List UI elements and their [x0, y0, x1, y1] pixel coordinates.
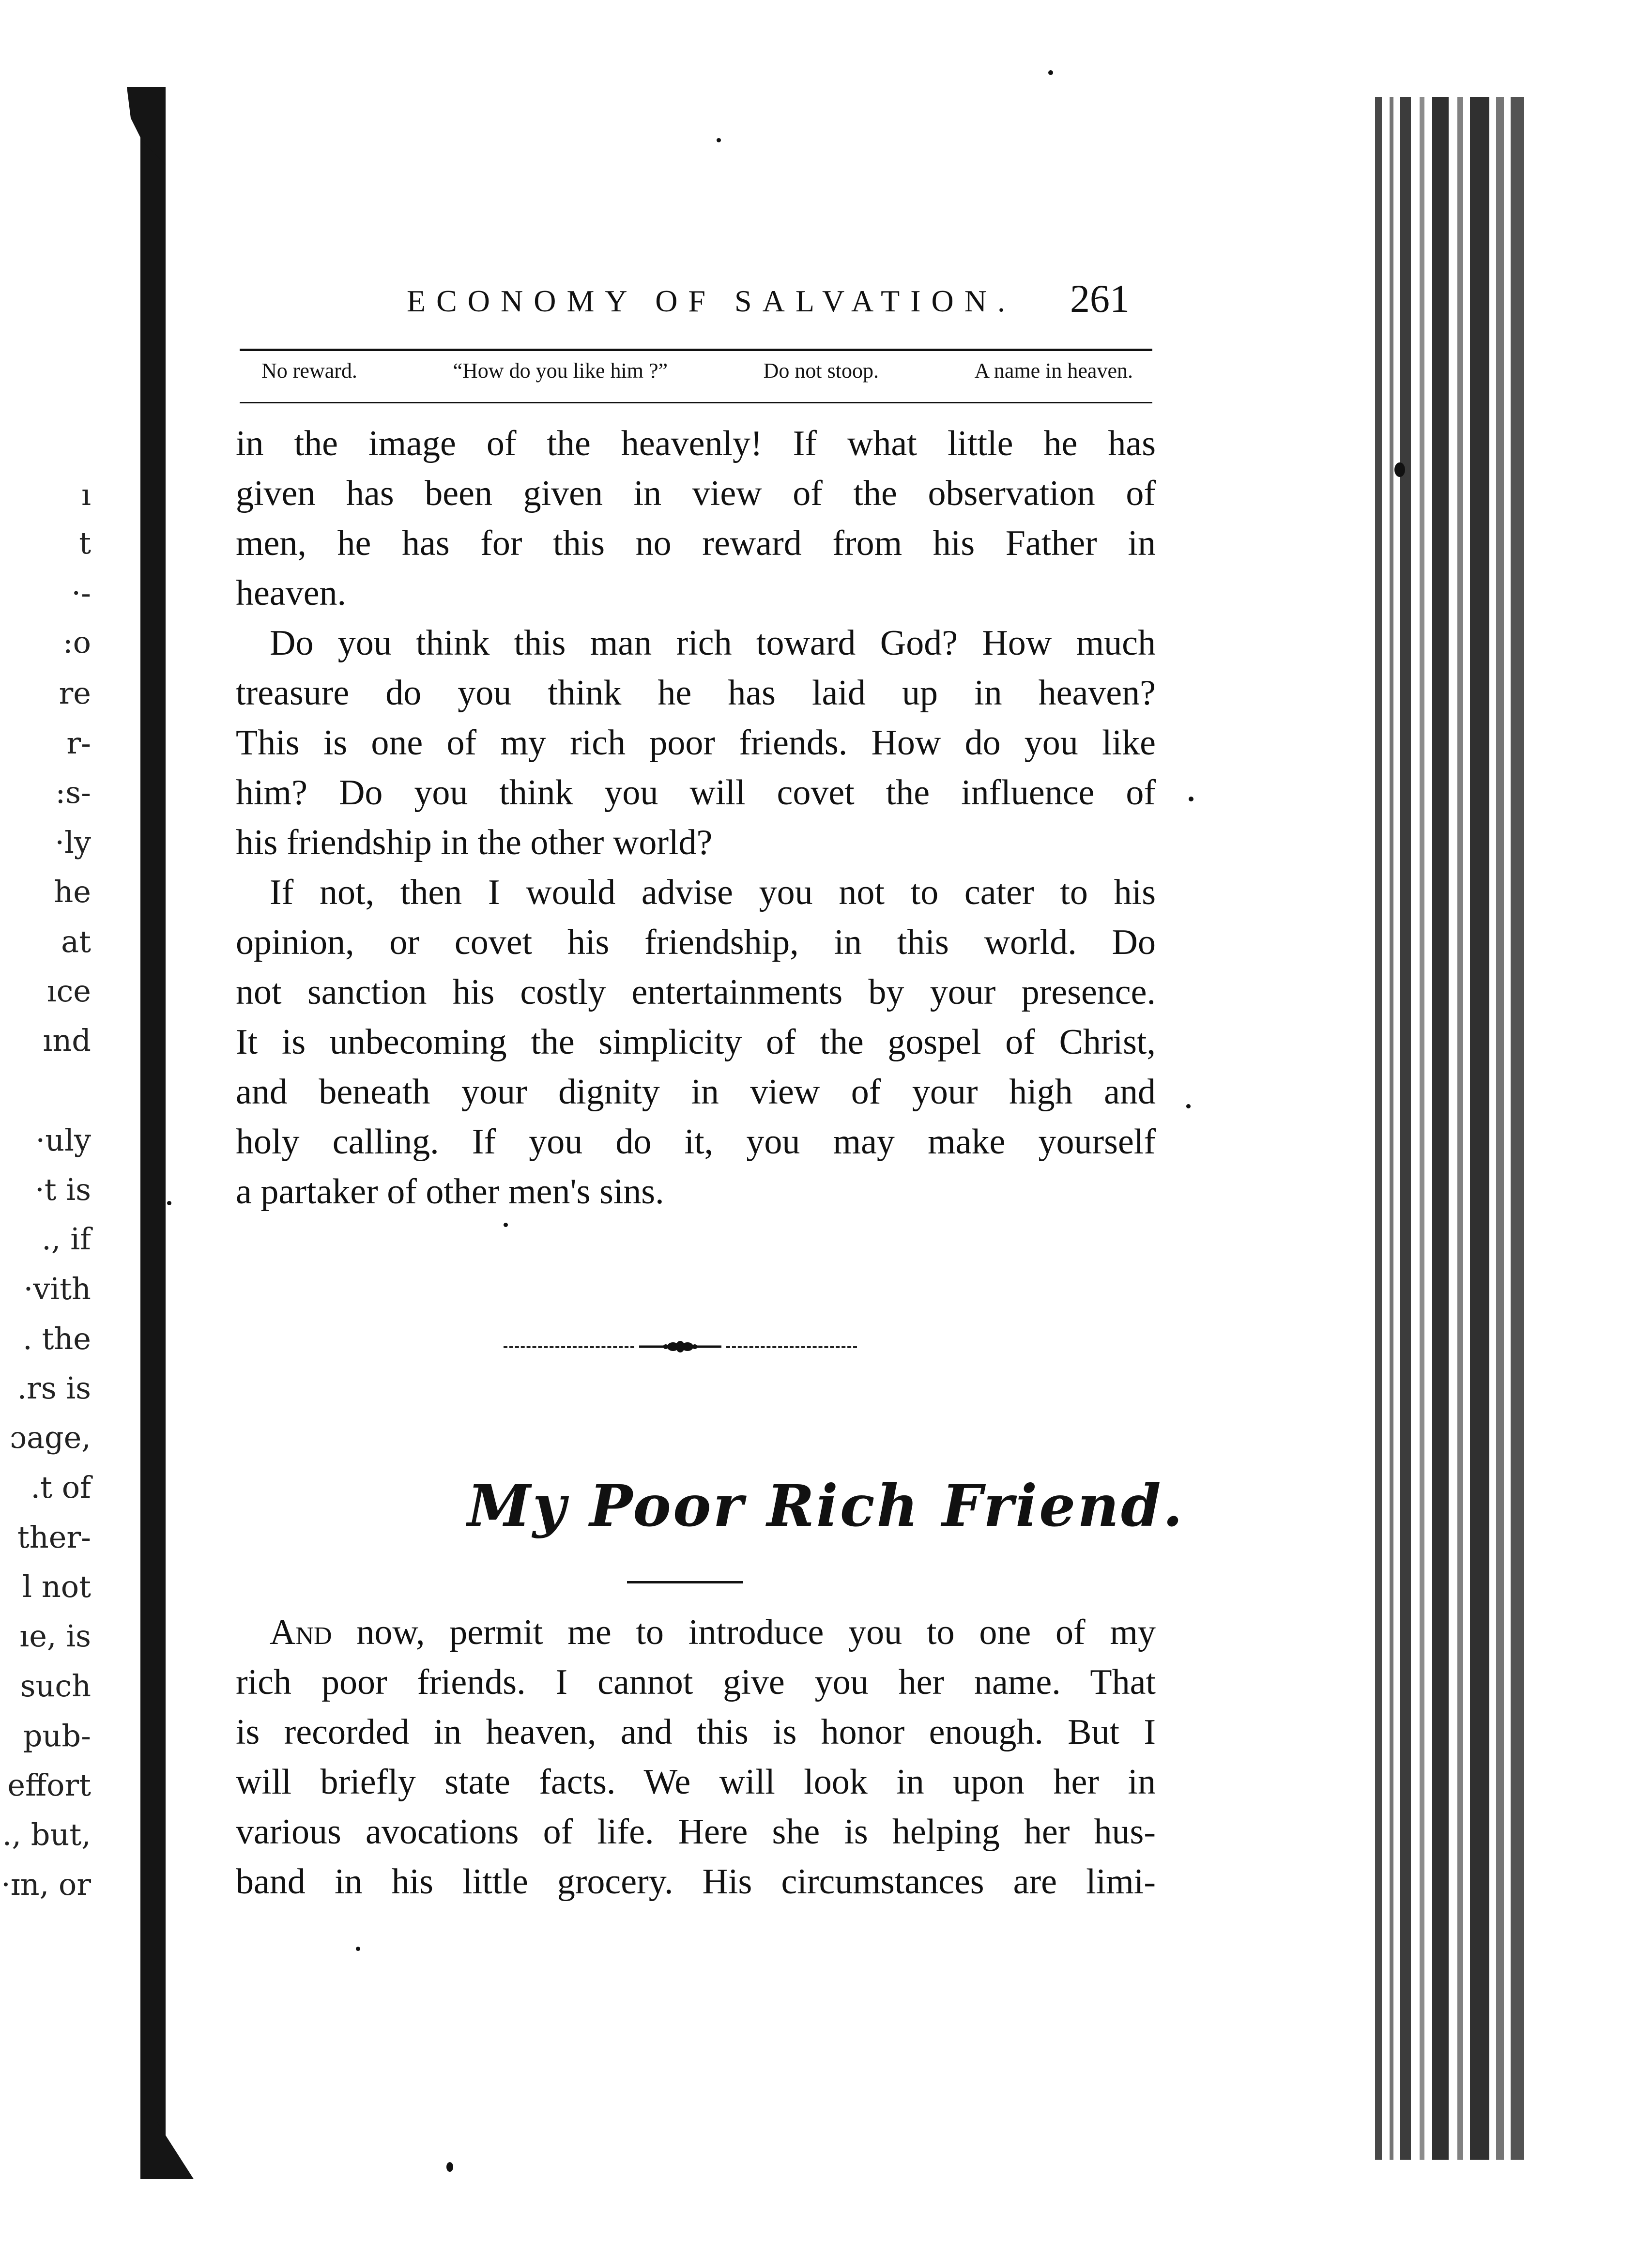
- scan-speck: [446, 2162, 453, 2172]
- fragment-line: :o: [62, 625, 91, 660]
- topic-item: No reward.: [261, 359, 357, 383]
- adjacent-page-fragments: [0, 0, 136, 2258]
- text-line: band in his little grocery. His circumstances are limi-: [236, 1862, 1156, 1902]
- fragment-line: ·ly: [55, 825, 91, 860]
- text-line: given has been given in view of the observation of: [236, 474, 1156, 513]
- text-line: will briefly state facts. We will look in upon her in: [236, 1762, 1156, 1802]
- fragment-line: . the: [23, 1321, 91, 1356]
- text-line-first: [236, 1608, 1156, 1658]
- text-line: treasure do you think he has laid up in heaven?: [236, 673, 1156, 713]
- scan-speck: [1186, 1104, 1191, 1108]
- text-line: It is unbecoming the simplicity of the gospel of Christ,: [236, 1022, 1156, 1062]
- scan-speck: [167, 1201, 171, 1205]
- scan-speck: [1189, 797, 1193, 801]
- text-line: rich poor friends. I cannot give you her name. That: [236, 1662, 1156, 1702]
- body-text-continued: [236, 419, 1156, 1217]
- fragment-line: ther-: [17, 1520, 91, 1555]
- left-binding-edge: [140, 87, 166, 2179]
- text-line: him? Do you think you will covet the influence of: [236, 773, 1156, 813]
- fragment-line: ·ɪn, or: [1, 1867, 91, 1902]
- drop-word: And: [270, 1613, 332, 1652]
- fragment-line: ., but,: [2, 1817, 91, 1852]
- fragment-line: ·vith: [23, 1271, 91, 1306]
- fragment-line: such: [20, 1668, 91, 1704]
- fragment-line: effort: [7, 1767, 91, 1803]
- fragment-line: ıe, is: [19, 1618, 91, 1654]
- fragment-line: he: [54, 874, 91, 909]
- text-line: not sanction his costly entertainments by your presence.: [236, 972, 1156, 1012]
- fragment-line: .t of: [31, 1470, 91, 1505]
- text-line: If not, then I would advise you not to cater to his: [270, 873, 1156, 912]
- header-rule-top: [240, 349, 1152, 351]
- scan-speck: [717, 138, 721, 142]
- text-line: a partaker of other men's sins.: [236, 1172, 664, 1212]
- topic-item: A name in heaven.: [974, 359, 1133, 383]
- text-line: and beneath your dignity in view of your high and: [236, 1072, 1156, 1112]
- fragment-line: ·t is: [35, 1172, 91, 1207]
- fragment-line: ı: [81, 477, 91, 512]
- right-binding-edge: [1375, 97, 1530, 2160]
- text-line: in the image of the heavenly! If what little he has: [236, 424, 1156, 463]
- running-head: ECONOMY OF SALVATION.: [407, 284, 1016, 318]
- title-underline-rule: [627, 1581, 743, 1583]
- topic-item: Do not stoop.: [763, 359, 879, 383]
- text-line: Do you think this man rich toward God? How much: [270, 623, 1156, 663]
- ornament-flourish-icon: [639, 1339, 721, 1354]
- scan-speck: [1048, 70, 1053, 75]
- scan-speck: [504, 1223, 508, 1227]
- topic-summary: [261, 358, 1133, 383]
- section-body-text: [236, 1608, 1156, 1907]
- fragment-line: t: [79, 525, 91, 561]
- left-binding-edge-bottom: [140, 2121, 194, 2179]
- text-line: various avocations of life. Here she is helping her hus-: [236, 1812, 1156, 1852]
- text-line: This is one of my rich poor friends. How do you like: [236, 723, 1156, 763]
- text-line: opinion, or covet his friendship, in this world. Do: [236, 922, 1156, 962]
- scan-speck: [1394, 462, 1405, 477]
- header-rule-bottom: [240, 402, 1152, 403]
- fragment-line: at: [61, 924, 91, 959]
- page-number: 261: [1070, 276, 1130, 321]
- fragment-line: ıce: [46, 973, 91, 1009]
- fragment-line: ·uly: [35, 1122, 91, 1158]
- fragment-line: :s-: [55, 775, 91, 810]
- text-line: men, he has for this no reward from his Father in: [236, 523, 1156, 563]
- fragment-line: ., if: [42, 1221, 91, 1257]
- fragment-line: pub-: [23, 1718, 91, 1753]
- section-title: My Poor Rich Friend.: [467, 1472, 1185, 1539]
- scan-speck: [356, 1947, 360, 1951]
- ornamental-divider: [504, 1337, 857, 1357]
- fragment-line: r-: [66, 725, 91, 761]
- text-line-rest: now, permit me to introduce you to one of my: [332, 1613, 1156, 1652]
- text-line: is recorded in heaven, and this is honor enough. But I: [236, 1712, 1156, 1752]
- topic-item: “How do you like him ?”: [453, 359, 668, 383]
- text-line: holy calling. If you do it, you may make yourself: [236, 1122, 1156, 1162]
- fragment-line: ɔage,: [10, 1420, 91, 1455]
- fragment-line: ·-: [71, 575, 91, 611]
- text-line: his friendship in the other world?: [236, 823, 713, 862]
- fragment-line: ınd: [43, 1023, 91, 1058]
- fragment-line: .rs is: [17, 1370, 91, 1406]
- text-line: heaven.: [236, 573, 347, 613]
- fragment-line: re: [59, 676, 91, 711]
- fragment-line: l not: [22, 1569, 91, 1604]
